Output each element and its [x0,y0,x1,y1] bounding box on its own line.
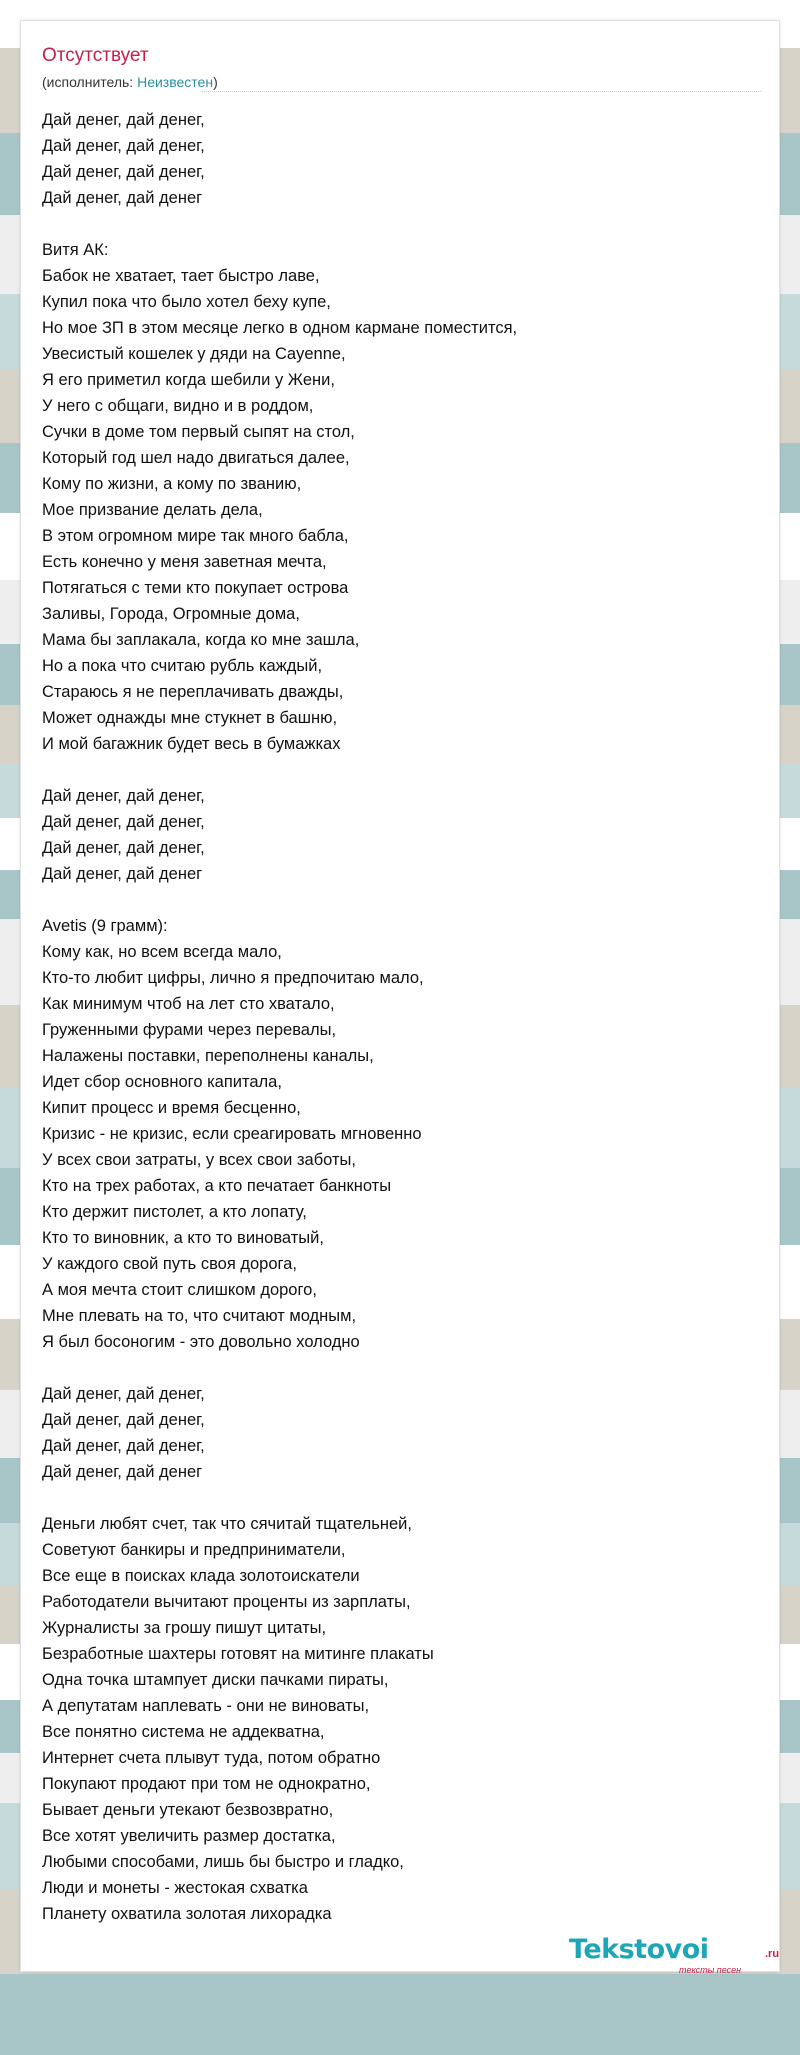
lyrics-blank-line [42,887,762,913]
logo-name: Tekstovoi [569,1934,709,1965]
lyrics-card [20,20,780,1975]
lyrics-line: Но а пока что считаю рубль каждый, [42,657,323,675]
lyrics-line: Покупают продают при том не однократно, [42,1775,371,1793]
lyrics-line: Заливы, Города, Огромные дома, [42,605,300,623]
lyrics-line: Безработные шахтеры готовят на митинге плакаты [42,1645,434,1663]
lyrics-line: Дай денег, дай денег, [42,1411,205,1429]
lyrics-blank-line [42,1485,762,1511]
lyrics-line: Дай денег, дай денег [42,1463,203,1481]
lyrics-line: Планету охватила золотая лихорадка [42,1905,332,1923]
lyrics-line: Увесистый кошелек у дяди на Cayenne, [42,345,346,363]
lyrics-line: Витя АК: [42,241,109,259]
logo-domain: .ru [765,1948,780,1960]
lyrics-line: Я его приметил когда шебили у Жени, [42,371,335,389]
lyrics-line: Дай денег, дай денег, [42,163,205,181]
lyrics-line: Работодатели вычитают проценты из зарплаты, [42,1593,411,1611]
lyrics-line: Деньги любят счет, так что сячитай тщательней, [42,1515,412,1533]
lyrics-line: Любыми способами, лишь бы быстро и гладко, [42,1853,404,1871]
lyrics-line: Интернет счета плывут туда, потом обратно [42,1749,381,1767]
lyrics-line: Груженными фурами через перевалы, [42,1021,337,1039]
lyrics-line: Кто то виновник, а кто то виноватый, [42,1229,324,1247]
lyrics-line: Дай денег, дай денег, [42,111,205,129]
lyrics-line: Который год шел надо двигаться далее, [42,449,350,467]
lyrics-line: Дай денег, дай денег, [42,1437,205,1455]
lyrics-line: Есть конечно у меня заветная мечта, [42,553,327,571]
lyrics-line: Дай денег, дай денег, [42,137,205,155]
lyrics-blank-line [42,211,762,237]
lyrics-line: Все понятно система не аддекватна, [42,1723,325,1741]
lyrics-line: Сучки в доме том первый сыпят на стол, [42,423,355,441]
lyrics-line: Дай денег, дай денег, [42,1385,205,1403]
lyrics-line: Налажены поставки, переполнены каналы, [42,1047,374,1065]
lyrics-line: Одна точка штампует диски пачками пираты, [42,1671,389,1689]
song-title: Отсутствует [42,45,149,66]
lyrics-line: У каждого свой путь своя дорога, [42,1255,297,1273]
logo-tagline: тексты песен [679,1965,742,1975]
background-stripe [0,1974,800,2055]
lyrics-line: Я был босоногим - это довольно холодно [42,1333,360,1351]
lyrics-line: Кому по жизни, а кому по званию, [42,475,302,493]
lyrics-line: Avetis (9 грамм): [42,917,168,935]
lyrics-line: Может однажды мне стукнет в башню, [42,709,338,727]
artist-suffix: ) [213,74,218,90]
lyrics-line: Все еще в поисках клада золотоискатели [42,1567,360,1585]
lyrics-line: Кто держит пистолет, а кто лопату, [42,1203,307,1221]
lyrics-line: Дай денег, дай денег, [42,839,205,857]
lyrics-line: А моя мечта стоит слишком дорого, [42,1281,317,1299]
lyrics-line: Потягаться с теми кто покупает острова [42,579,349,597]
site-logo[interactable] [569,1934,789,1974]
lyrics-line: Дай денег, дай денег, [42,813,205,831]
lyrics-line: Люди и монеты - жестокая схватка [42,1879,308,1897]
lyrics-line: Дай денег, дай денег [42,865,203,883]
lyrics-line: Кто на трех работах, а кто печатает банкноты [42,1177,392,1195]
lyrics-line: Советуют банкиры и предприниматели, [42,1541,346,1559]
title-divider [201,91,761,92]
lyrics-text [42,107,762,1927]
lyrics-line: Стараюсь я не переплачивать дважды, [42,683,344,701]
lyrics-line: Мне плевать на то, что считают модным, [42,1307,357,1325]
lyrics-line: Дай денег, дай денег, [42,787,205,805]
lyrics-line: Но мое ЗП в этом месяце легко в одном кармане поместится, [42,319,518,337]
artist-line [42,74,218,90]
lyrics-line: Дай денег, дай денег [42,189,203,207]
lyrics-line: В этом огромном мире так много бабла, [42,527,349,545]
lyrics-line: Кризис - не кризис, если среагировать мгновенно [42,1125,422,1143]
lyrics-line: И мой багажник будет весь в бумажках [42,735,341,753]
lyrics-line: Бывает деньги утекают безвозвратно, [42,1801,334,1819]
lyrics-line: Кипит процесс и время бесценно, [42,1099,301,1117]
lyrics-line: У всех свои затраты, у всех свои заботы, [42,1151,356,1169]
lyrics-line: Идет сбор основного капитала, [42,1073,282,1091]
lyrics-line: Мое призвание делать дела, [42,501,263,519]
lyrics-line: Мама бы заплакала, когда ко мне зашла, [42,631,360,649]
lyrics-line: Кому как, но всем всегда мало, [42,943,282,961]
artist-prefix: (исполнитель: [42,74,138,90]
lyrics-line: Кто-то любит цифры, лично я предпочитаю мало, [42,969,424,987]
lyrics-line: А депутатам наплевать - они не виноваты, [42,1697,370,1715]
lyrics-line: Журналисты за грошу пишут цитаты, [42,1619,327,1637]
lyrics-line: Как минимум чтоб на лет сто хватало, [42,995,335,1013]
artist-link[interactable]: Неизвестен [137,74,214,90]
lyrics-line: Бабок не хватает, тает быстро лаве, [42,267,320,285]
lyrics-line: Все хотят увеличить размер достатка, [42,1827,336,1845]
lyrics-blank-line [42,1355,762,1381]
lyrics-blank-line [42,757,762,783]
lyrics-line: У него с общаги, видно и в роддом, [42,397,314,415]
lyrics-line: Купил пока что было хотел беху купе, [42,293,331,311]
